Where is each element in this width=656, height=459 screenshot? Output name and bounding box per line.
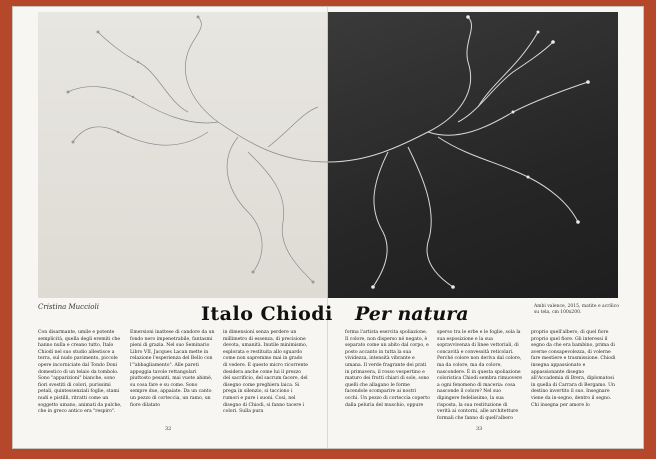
article-title-left: Italo Chiodi	[201, 303, 333, 325]
text-column: Emersioni inattese di candore da un fondo nero impenetrabile, fantasmi pieni di grazia. Nel suo Seminario Libro VII, Jacques Lacan mette in relazione l'esperienza del Bello con l'"abbagliamento". Alle pareti appoggia tavole rettangolari piuttosto pesanti, mai vuote ahimè, su cosa fare e su come. Sono sempre due, appaiate. Da un canto un pezzo di corteccia, un ramo, un fiore dilatato	[130, 330, 215, 408]
page-spine	[327, 7, 328, 448]
text-column: forma l'artista esercita spoliazione. Il colore, non disperso né negato, è separato come un abito dal corpo, e posto accanto in tutta la sua vividezza, intensità vibrante e umana. Il verde fragrante dei prati in primavera, il rosso vespertino e maturo dei frutti chiari di sole, sono quelli che allagano le forme facendole scomparire ai nostri occhi. Un pezzo di corteccia coperto dalla peluria del muschio, oppure	[345, 330, 430, 408]
text-column: proprio quell'albero, di quel fiore proprio quel fiore. Gli interessi il segno da che era bambino, prima di averne consapevolezza, di volerne fare mestiere e trasmissione. Chiodi insegna appassionato e appassionante disegno all'Accademia di Brera, diplomatosi in quella di Carrara di Bergamo. Un destino invertito il suo. Insegnare viene da in-segno, dentro il segno. Chi insegna per amore lo	[531, 330, 616, 408]
white-plant-drawing-light	[38, 12, 328, 298]
artwork-right-panel	[328, 12, 618, 298]
text-column: sperso tra le erbe e le foglie, sola la sua esposizione e la sua sopravvivenza di linee vettoriali, di concavità e convessità reticolari. Perché colore non deriva dal colore, ma da colore, ma da colore, nascondere. È in questa spoliazione coloristica Chiodi sembra rimuovere a ogni fenomeno di maceria: cosa nasconde il colore? Nel suo dipingere fedelissimo, la sua risposta, la sua restituzione di verità ai contorni, alle architetture formali che fanno di quell'albero	[437, 330, 523, 421]
text-column: in dimensioni senza perdere un millimetro di essenza, di precisione devota, umanità. Inutile minimismo, esplorata e restituita allo sguardo come non sapremmo mai in grado di vedere. E questo micro ricorrente desidera anche come lui il prezzo del sacrificio, del sacrum facere, del disegno come preghiera laica. Si prega in silenzio, si tacciono i rumori e pure i suoni. Così, nel disegno di Chiodi, si fanno tacere i colori. Sulla pura	[223, 330, 308, 415]
author-name: Cristina Muccioli	[38, 303, 99, 311]
article-title-right: Per natura	[355, 303, 469, 325]
white-plant-drawing-dark	[328, 12, 618, 298]
page-number-right: 33	[476, 426, 483, 432]
artwork-caption: Ambi valence, 2015, matite e acrilico su tela, cm 100x200.	[534, 304, 619, 315]
text-column: Con disarmante, umile e potente semplicità, quella degli eremiti che hanno nulla e creano tutto, Italo Chiodi nel suo studio allestisce a terra, sul nudo pavimento, piccole opere incorniciate dal Tondo Doni domestico di un telaio da tombolo. Sono "apparizioni" bianche, sono fiori svestiti di colori, purissimi petali, quintessenziali foglie, stami nudi e pistilli, ritratti come un soggetto umano, animati da pulche, che in greco antico era "respiro".	[38, 330, 122, 415]
page-number-left: 32	[165, 426, 172, 432]
artwork-left-panel	[38, 12, 328, 298]
magazine-spread	[13, 7, 643, 448]
